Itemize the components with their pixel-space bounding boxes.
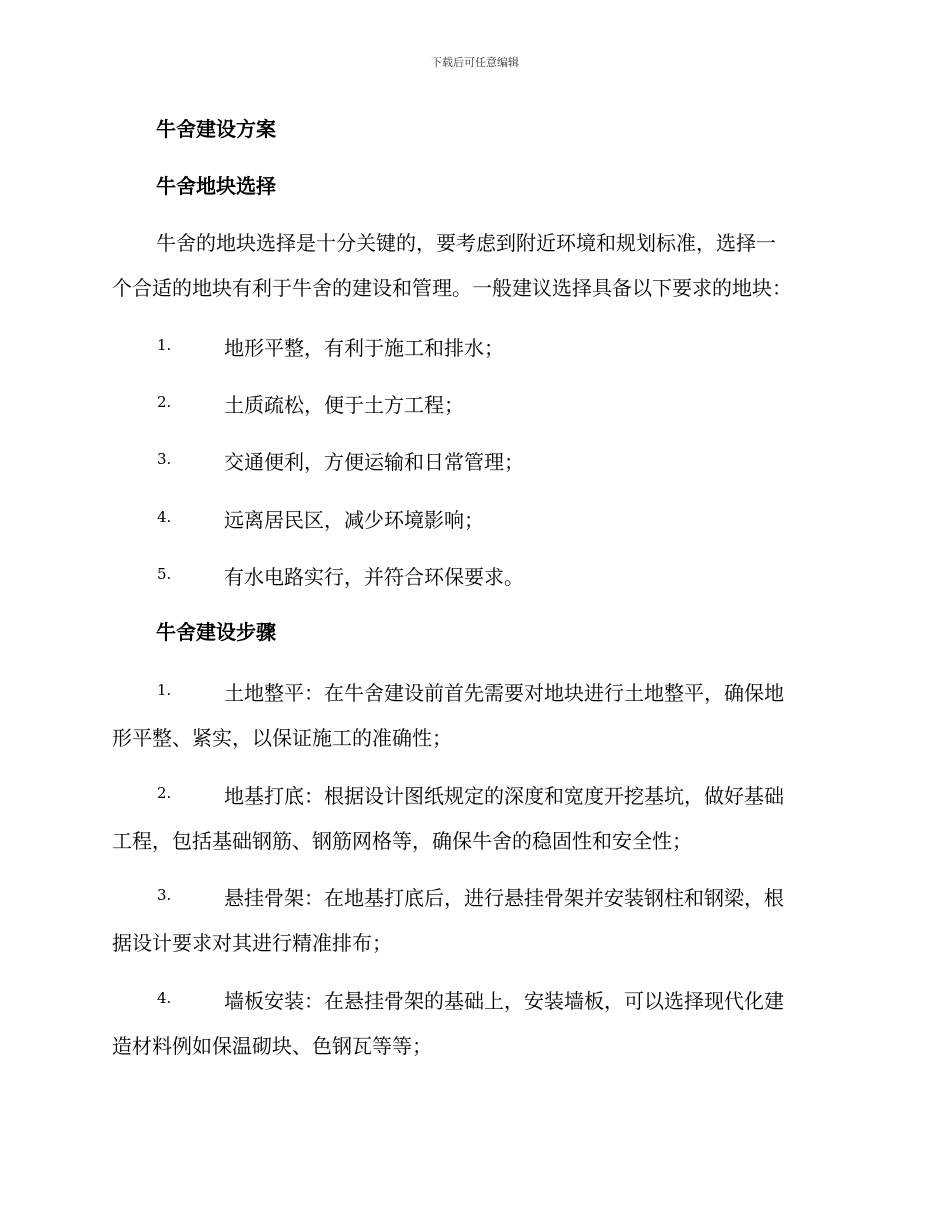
list-number: 4. [157, 989, 172, 1007]
list-text-continuation: 造材料例如保温砌块、色钢瓦等等； [112, 1034, 432, 1058]
list-text-continuation: 工程，包括基础钢筋、钢筋网格等，确保牛舍的稳固性和安全性； [112, 829, 692, 853]
section-heading-site-selection: 牛舍地块选择 [156, 174, 276, 198]
list-number: 1. [157, 681, 172, 699]
list-text: 交通便利，方便运输和日常管理； [224, 450, 524, 474]
list-text: 悬挂骨架：在地基打底后，进行悬挂骨架并安装钢柱和钢梁，根 [224, 886, 784, 910]
list-number: 2. [157, 784, 172, 802]
header-note: 下载后可任意编辑 [431, 56, 519, 69]
list-text-continuation: 据设计要求对其进行精准排布； [112, 931, 392, 955]
list-number: 2. [157, 393, 172, 411]
list-number: 5. [157, 565, 172, 583]
document-title: 牛舍建设方案 [156, 117, 276, 141]
list-text: 有水电路实行，并符合环保要求。 [224, 565, 524, 589]
list-number: 3. [157, 886, 172, 904]
list-number: 3. [157, 450, 172, 468]
list-text: 土地整平：在牛舍建设前首先需要对地块进行土地整平，确保地 [224, 681, 784, 705]
list-number: 4. [157, 508, 172, 526]
list-text: 土质疏松，便于土方工程； [224, 393, 464, 417]
list-text: 地基打底：根据设计图纸规定的深度和宽度开挖基坑，做好基础 [224, 784, 784, 808]
paragraph-line: 个合适的地块有利于牛舍的建设和管理。一般建议选择具备以下要求的地块： [112, 276, 792, 300]
list-number: 1. [157, 336, 172, 354]
list-text: 墙板安装：在悬挂骨架的基础上，安装墙板，可以选择现代化建 [224, 989, 784, 1013]
list-text: 远离居民区，减少环境影响； [224, 508, 484, 532]
list-text: 地形平整，有利于施工和排水； [224, 336, 504, 360]
paragraph-line: 牛舍的地块选择是十分关键的，要考虑到附近环境和规划标准，选择一 [156, 231, 776, 255]
section-heading-construction-steps: 牛舍建设步骤 [156, 620, 276, 644]
list-text-continuation: 形平整、紧实，以保证施工的准确性； [112, 726, 452, 750]
